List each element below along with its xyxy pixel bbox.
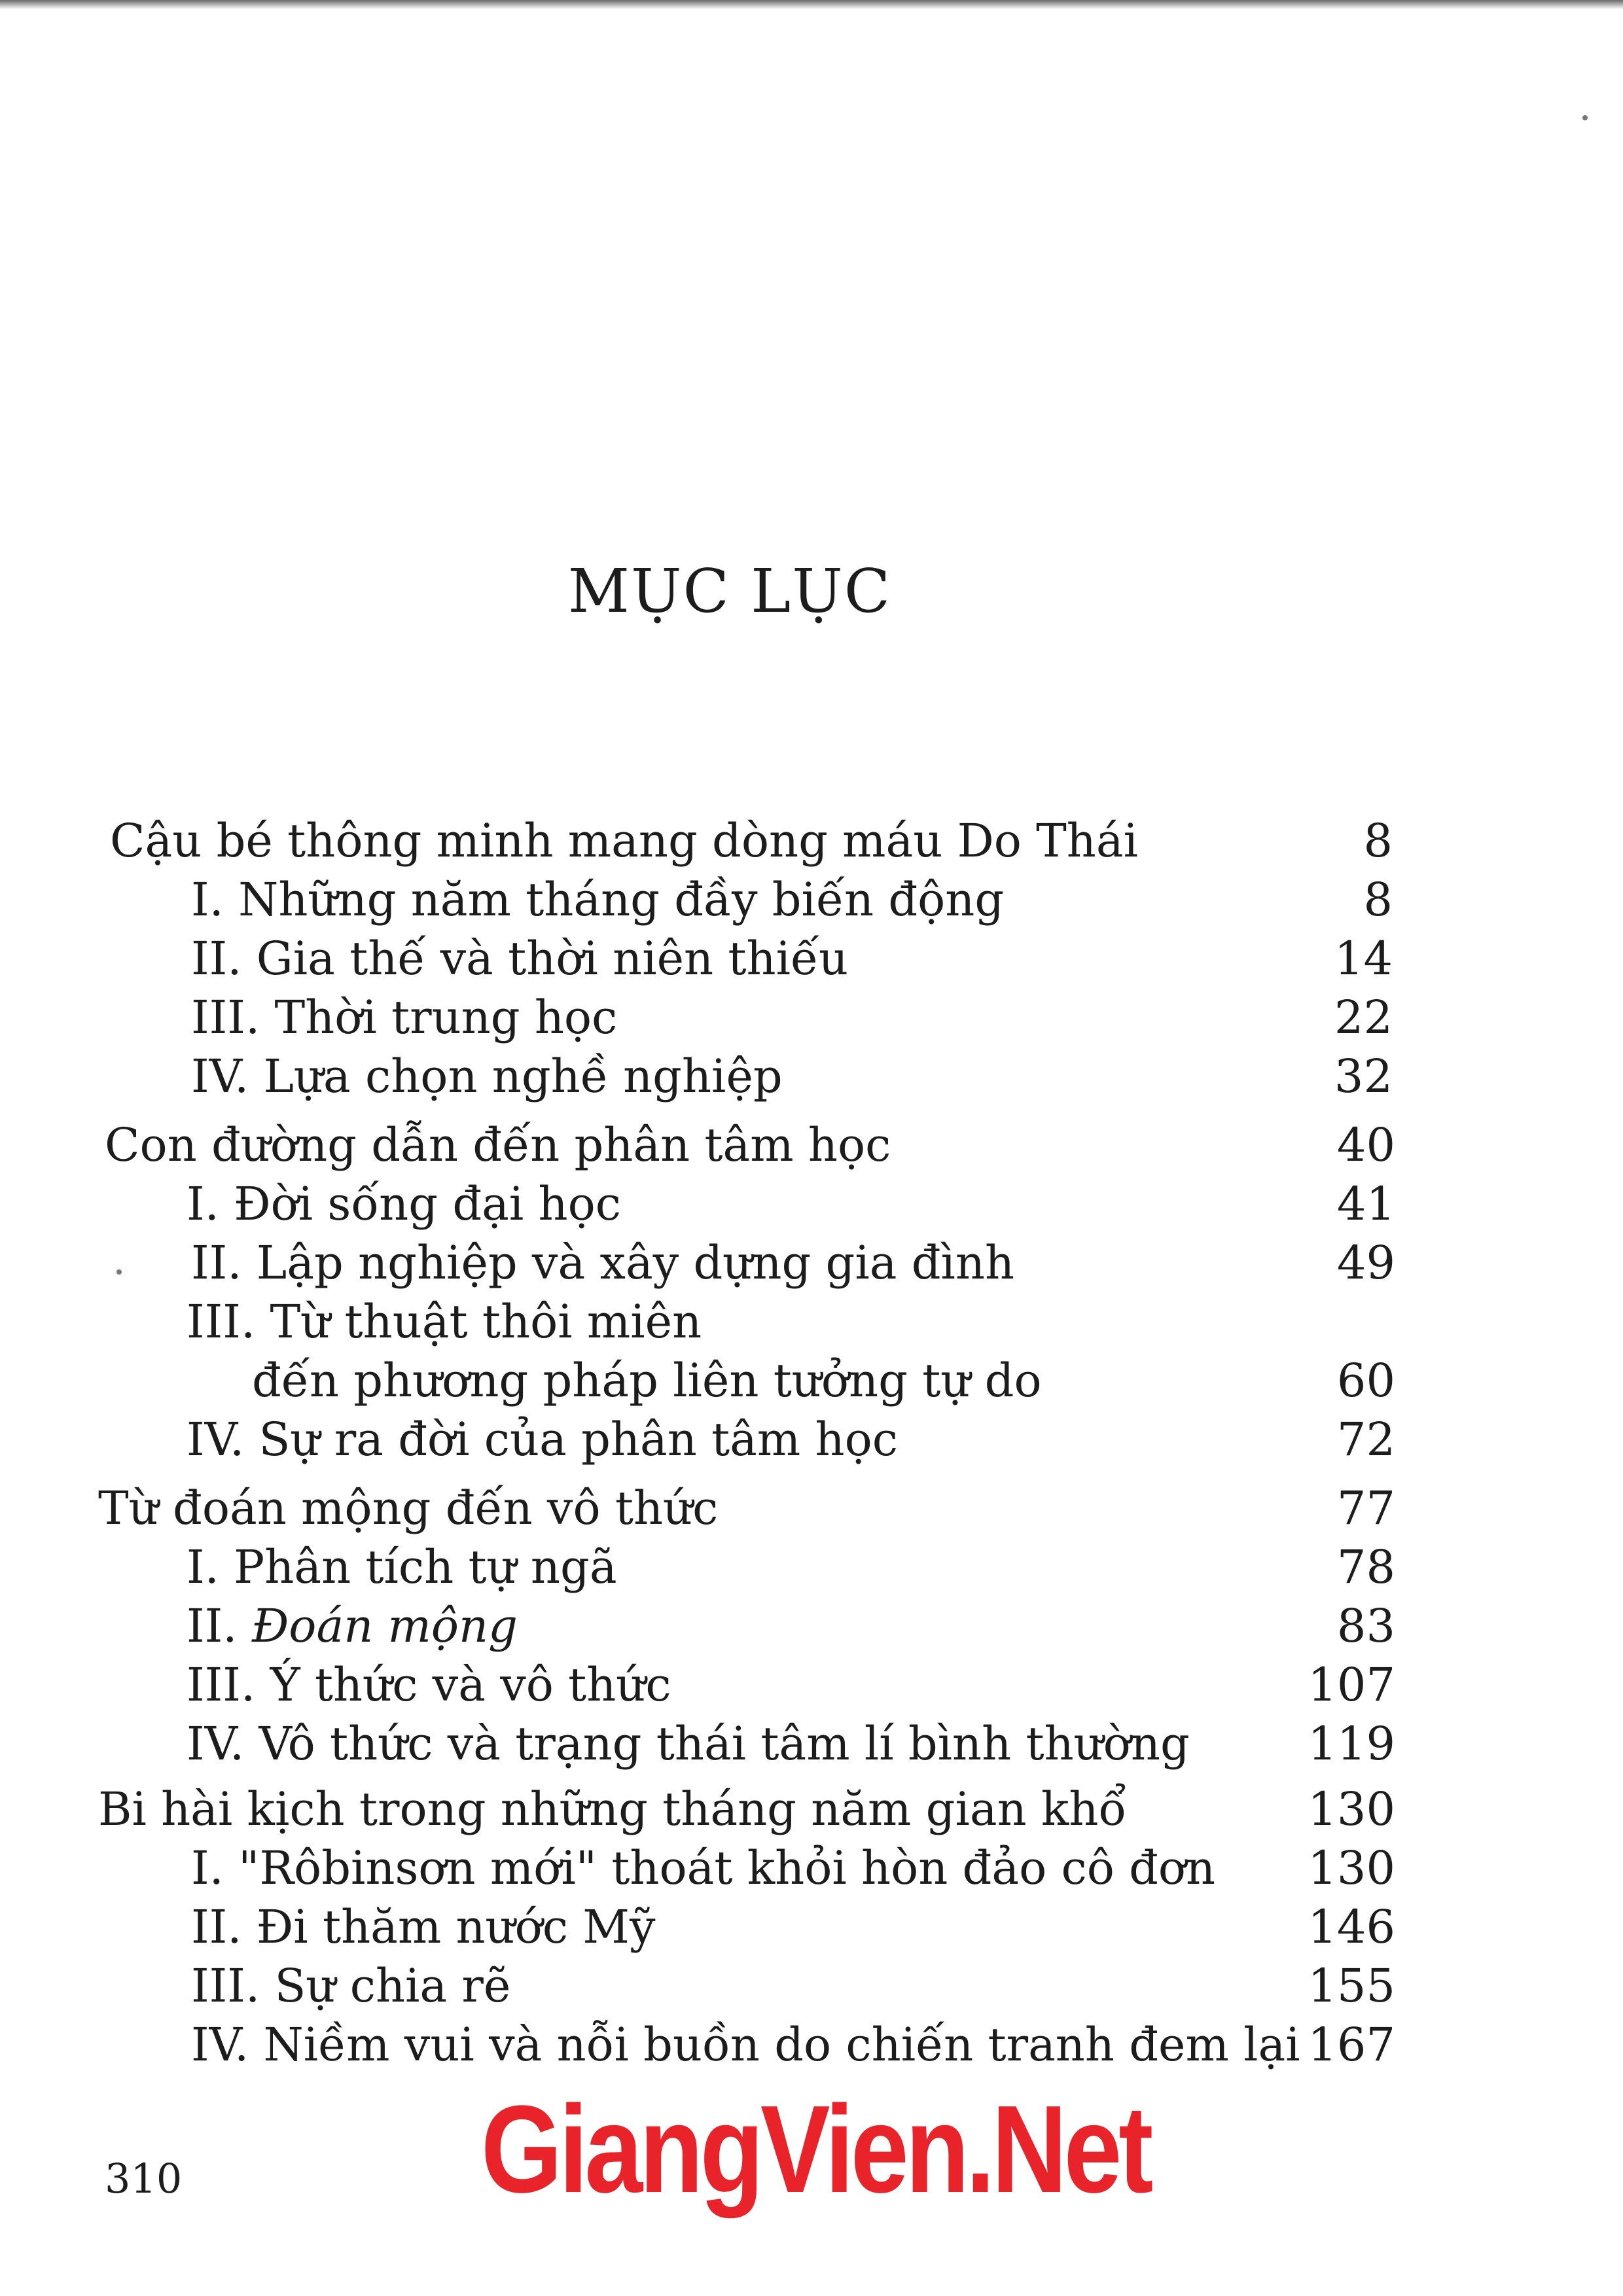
toc-entry-title: IV. Niềm vui và nỗi buồn do chiến tranh đem lại xyxy=(191,2018,1300,2072)
toc-entry-page: 40 xyxy=(1336,1118,1395,1172)
toc-entry-page: 49 xyxy=(1336,1236,1395,1290)
toc-section[interactable] xyxy=(187,1597,1395,1655)
toc-entry-page: 22 xyxy=(1334,991,1393,1044)
toc-entry-page: 72 xyxy=(1336,1413,1395,1466)
toc-entry-page: 77 xyxy=(1336,1481,1395,1535)
toc-entry-title: III. Thời trung học xyxy=(191,991,618,1044)
toc-entry-title: đến phương pháp liên tưởng tự do xyxy=(252,1354,1042,1407)
toc-section[interactable] xyxy=(187,1174,1395,1233)
toc-entry-page: 32 xyxy=(1334,1050,1393,1103)
toc-entry-page: 60 xyxy=(1336,1354,1395,1407)
toc-title: MỤC LỤC xyxy=(567,556,892,626)
toc-section[interactable] xyxy=(191,870,1393,929)
toc-entry-title: I. Những năm tháng đầy biến động xyxy=(191,873,1005,927)
toc-entry-title: I. Đời sống đại học xyxy=(187,1177,621,1231)
toc-section[interactable] xyxy=(191,1047,1393,1106)
toc-entry-title: II. Đi thăm nước Mỹ xyxy=(191,1900,656,1954)
toc-entry-page: 83 xyxy=(1336,1599,1395,1653)
toc-entry-title: I. "Rôbinsơn mới" thoát khỏi hòn đảo cô đơn xyxy=(191,1841,1216,1895)
toc-section[interactable] xyxy=(191,1233,1395,1292)
toc-section[interactable] xyxy=(187,1538,1395,1597)
toc-section-continuation[interactable] xyxy=(252,1351,1395,1410)
toc-chapter[interactable] xyxy=(98,1479,1395,1538)
toc-section[interactable] xyxy=(191,1898,1395,1956)
toc-entry-page: 119 xyxy=(1308,1717,1395,1771)
watermark-logo: GiangVien.Net xyxy=(481,2080,1150,2219)
toc-entry-page: 167 xyxy=(1308,2018,1395,2072)
toc-entry-title: II. Đoán mộng xyxy=(187,1599,518,1653)
toc-chapter[interactable] xyxy=(98,1780,1395,1839)
toc-section[interactable] xyxy=(187,1655,1395,1714)
toc-section[interactable] xyxy=(191,988,1393,1047)
toc-entry-title: II. Gia thế và thời niên thiếu xyxy=(191,932,849,985)
toc-section[interactable] xyxy=(187,1292,1395,1351)
toc-section[interactable] xyxy=(187,1410,1395,1469)
toc-section[interactable] xyxy=(191,929,1393,988)
toc-entry-title: IV. Sự ra đời của phân tâm học xyxy=(187,1413,898,1466)
toc-entry-title: Con đường dẫn đến phân tâm học xyxy=(105,1118,891,1172)
toc-chapter[interactable] xyxy=(105,1116,1395,1174)
toc-entry-page: 78 xyxy=(1336,1540,1395,1594)
toc-entry-title: III. Ý thức và vô thức xyxy=(187,1658,671,1712)
toc-entry-title: IV. Lựa chọn nghề nghiệp xyxy=(191,1050,783,1103)
toc-entry-title: II. Lập nghiệp và xây dựng gia đình xyxy=(191,1236,1015,1290)
toc-entry-title: III. Từ thuật thôi miên xyxy=(187,1295,702,1349)
toc-entry-title: Bi hài kịch trong những tháng năm gian khổ xyxy=(98,1782,1127,1836)
toc-entry-page: 8 xyxy=(1363,814,1393,868)
toc-entry-page: 146 xyxy=(1308,1900,1395,1954)
toc-entry-page: 14 xyxy=(1334,932,1393,985)
toc-entry-page: 107 xyxy=(1308,1658,1395,1712)
page-number: 310 xyxy=(105,2155,183,2202)
toc-section[interactable] xyxy=(187,1714,1395,1773)
toc-section[interactable] xyxy=(191,2015,1395,2074)
toc-entry-title-italic: Đoán mộng xyxy=(251,1599,518,1653)
toc-entry-title: III. Sự chia rẽ xyxy=(191,1959,511,2013)
toc-entry-page: 8 xyxy=(1363,873,1393,927)
toc-entry-page: 155 xyxy=(1308,1959,1395,2013)
toc-section[interactable] xyxy=(191,1839,1395,1898)
toc-entry-title: IV. Vô thức và trạng thái tâm lí bình thường xyxy=(187,1717,1190,1771)
toc-section[interactable] xyxy=(191,1956,1395,2015)
toc-chapter[interactable] xyxy=(110,811,1393,870)
toc-entry-page: 130 xyxy=(1308,1841,1395,1895)
toc-entry-title: Từ đoán mộng đến vô thức xyxy=(98,1481,719,1535)
toc-entry-page: 41 xyxy=(1336,1177,1395,1231)
toc-entry-title: Cậu bé thông minh mang dòng máu Do Thái xyxy=(110,814,1139,868)
toc-entry-title: I. Phân tích tự ngã xyxy=(187,1540,617,1594)
toc-entry-page: 130 xyxy=(1308,1782,1395,1836)
